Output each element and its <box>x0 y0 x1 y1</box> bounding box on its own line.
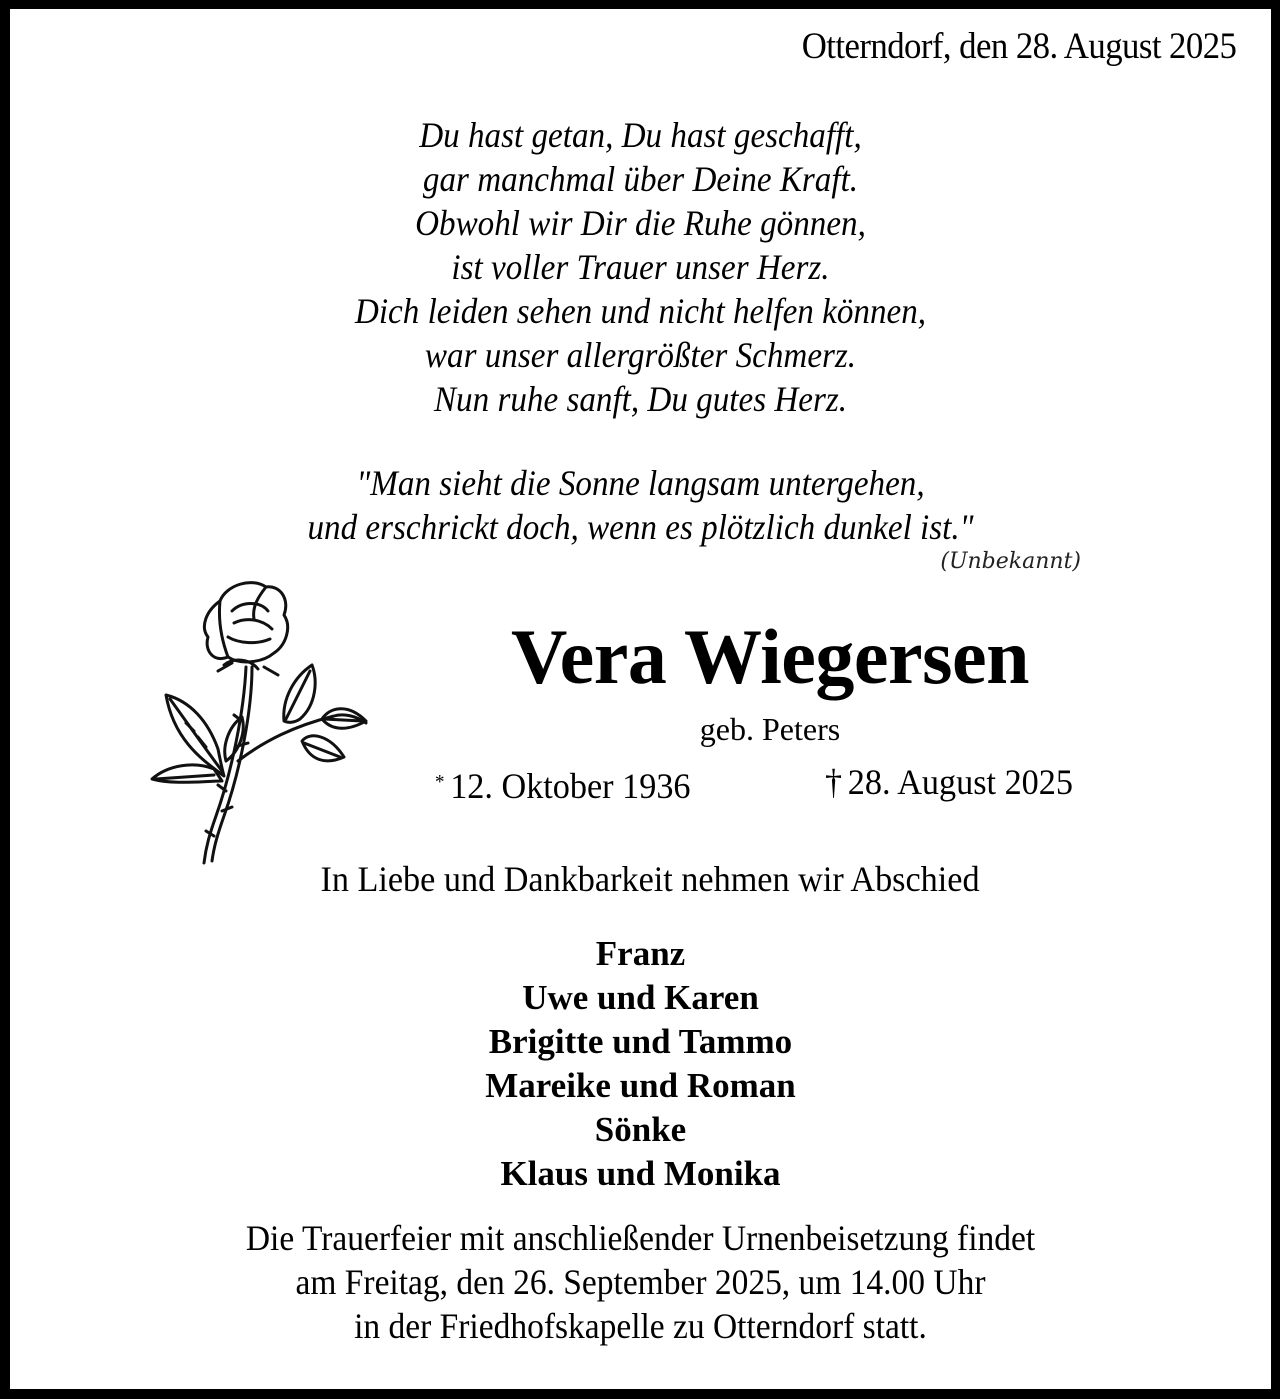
mourner: Sönke <box>594 1110 687 1149</box>
poem-line: Du hast getan, Du hast geschafft, <box>419 115 862 155</box>
obituary-notice <box>10 9 1271 1389</box>
poem <box>10 113 1271 421</box>
quote-line: und erschrickt doch, wenn es plötzlich dunkel ist." <box>307 507 974 547</box>
poem-line: Dich leiden sehen und nicht helfen können, <box>354 291 927 331</box>
birth-star-icon: * <box>435 771 445 793</box>
farewell-text: In Liebe und Dankbarkeit nehmen wir Abschied <box>320 859 980 899</box>
ceremony-line: am Freitag, den 26. September 2025, um 14.00 Uhr <box>295 1262 986 1302</box>
ceremony-line: Die Trauerfeier mit anschließender Urnenbeisetzung findet <box>245 1218 1036 1258</box>
birth-date-text: 12. Oktober 1936 <box>450 766 691 806</box>
place-date: Otterndorf, den 28. August 2025 <box>801 26 1236 67</box>
mourner: Klaus und Monika <box>500 1154 781 1193</box>
poem-line: Nun ruhe sanft, Du gutes Herz. <box>433 379 848 419</box>
poem-line: Obwohl wir Dir die Ruhe gönnen, <box>415 203 866 243</box>
ceremony-info <box>10 1216 1271 1348</box>
birth-date <box>435 757 691 811</box>
mourner: Mareike und Roman <box>485 1066 796 1105</box>
quote-author: (Unbekannt) <box>940 549 1081 574</box>
poem-line: gar manchmal über Deine Kraft. <box>422 159 859 199</box>
mourner: Brigitte und Tammo <box>488 1022 793 1061</box>
poem-line: war unser allergrößter Schmerz. <box>424 335 857 375</box>
death-date-text: 28. August 2025 <box>847 762 1073 802</box>
ceremony-line: in der Friedhofskapelle zu Otterndorf statt. <box>354 1306 927 1346</box>
deceased-name: Vera Wiegersen <box>511 613 1029 700</box>
quote <box>10 461 1271 549</box>
death-cross-icon: † <box>825 762 843 802</box>
poem-line: ist voller Trauer unser Herz. <box>451 247 830 287</box>
death-date <box>825 757 1073 807</box>
mourner: Franz <box>595 934 686 973</box>
quote-line: "Man sieht die Sonne langsam untergehen, <box>356 463 925 503</box>
mourner: Uwe und Karen <box>522 978 759 1017</box>
rose-icon <box>134 571 374 871</box>
mourners-list <box>10 932 1271 1196</box>
maiden-name: geb. Peters <box>699 711 841 747</box>
